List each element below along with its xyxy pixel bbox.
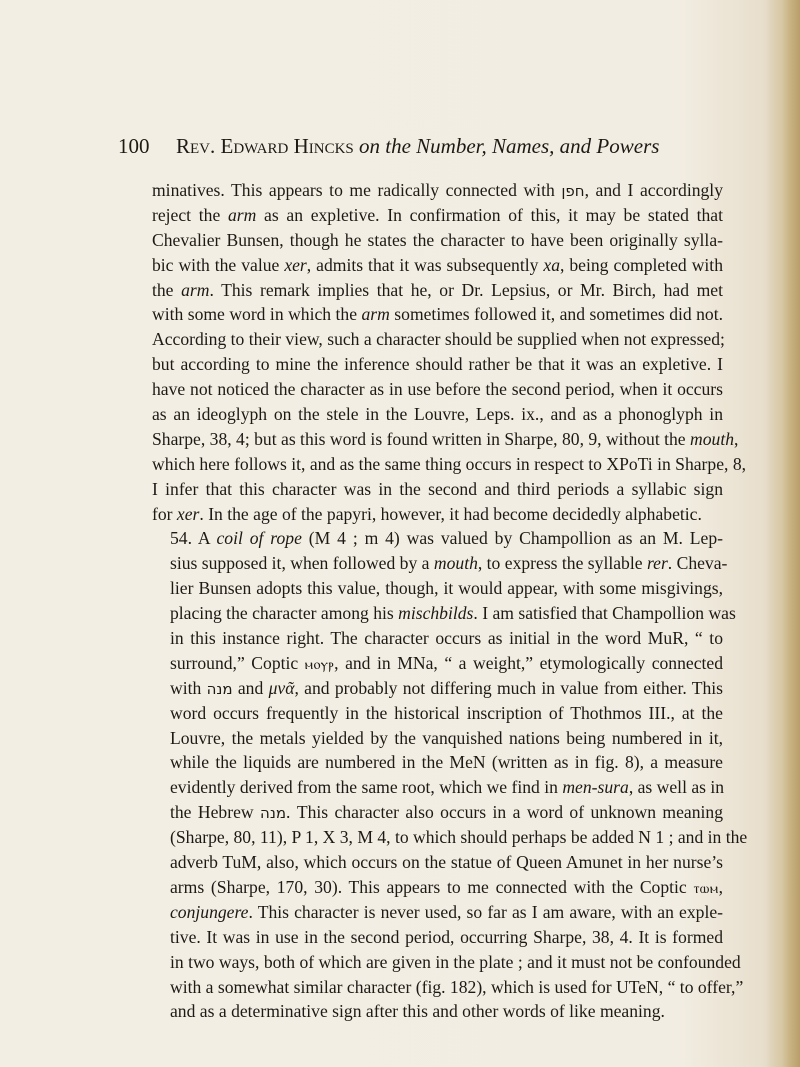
text-run: the [152,279,182,300]
text-run: while the liquids are numbered in the MeN (written as in fig. 8), a measure [170,752,723,773]
page-number: 100 [118,134,150,158]
text-run: with a somewhat similar character (fig. 182), which is used for UTeN, “ to offer,” [170,976,744,997]
italic-term: coil of rope [216,528,302,549]
text-line [152,178,723,203]
paragraph [152,178,747,526]
text-line [152,999,723,1024]
italic-term: xer [176,503,200,524]
italic-term: rer [646,553,668,574]
text-run: , as well as in [628,777,725,798]
text-line [152,327,723,352]
italic-term: mouth [433,553,478,574]
text-line [152,526,723,551]
page-edge-shadow [766,0,800,1067]
text-run: as an expletive. In confirmation of this, it may be stated that [256,204,723,225]
text-run: (M 4 ; m 4) was valued by Champollion as an M. Lep- [301,528,723,549]
text-run: the Hebrew [170,802,261,823]
hebrew-word: מנה [260,804,287,823]
text-run: but according to mine the inference should rather be that it was an expletive. I [152,354,723,375]
text-run: (Sharpe, 80, 11), P 1, X 3, M 4, to which should perhaps be added N 1 ; and in the [170,827,748,848]
text-run: I infer that this character was in the second and third periods a syllabic sign [152,478,723,499]
text-line [152,701,723,726]
running-title: Number, Names, and Powers [416,134,660,158]
text-run: , admits that it was subsequently [306,254,544,275]
text-line [152,377,723,402]
text-run: arms (Sharpe, 170, 30). This appears to me connected with the Coptic [170,876,694,897]
text-line [152,950,741,975]
text-line [152,626,723,651]
coptic-word: ⲧⲱⲙ [693,880,719,897]
text-run: , and probably not differing much in value from either. This [294,677,723,698]
text-run: in this instance right. The character occurs as initial in the word MuR, “ to [170,628,723,649]
italic-term: arm [227,204,257,225]
text-run: , to express the syllable [477,553,647,574]
text-line [152,477,723,502]
text-line [152,452,747,477]
text-run: with [170,677,207,698]
text-run: . I am satisfied that Champollion was [473,603,736,624]
text-line [152,825,748,850]
text-run: lier Bunsen adopts this value, though, it would appear, with some misgivings, [170,578,723,599]
text-run: , and in MNa, “ a weight,” etymologically connected [334,652,724,673]
text-run: Louvre, the metals yielded by the vanquished nations being numbered in it, [170,727,723,748]
text-run: as an ideoglyph on the stele in the Louvre, Leps. ix., and as a phonoglyph in [152,404,723,425]
text-line [152,427,739,452]
text-line [152,800,723,825]
text-run: sius supposed it, when followed by a [170,553,434,574]
text-run: 54. A [170,528,217,549]
body-text [152,178,748,1024]
text-run: . In the age of the papyri, however, it had become decidedly alphabetic. [199,503,702,524]
running-head [118,133,718,159]
text-line [152,850,723,875]
text-run: adverb TuM, also, which occurs on the statue of Queen Amunet in her nurse’s [170,852,723,873]
italic-term: arm [181,279,210,300]
text-line [152,900,723,925]
italic-term: xer [284,254,307,275]
text-run: reject the [152,204,228,225]
text-line [152,676,723,701]
italic-term: xa [543,254,560,275]
italic-term: conjungere [170,901,249,922]
text-line [152,601,736,626]
italic-term: mischbilds [398,603,474,624]
author-name: Rev. Edward Hincks [176,134,354,158]
text-run: minatives. This appears to me radically connected with [152,180,562,200]
text-run: , and I accordingly [584,180,723,200]
text-run: and [232,677,269,698]
text-run: placing the character among his [170,603,399,624]
text-run: word occurs frequently in the historical inscription of Thothmos III., at the [170,702,723,723]
text-line [152,775,723,800]
text-run: sometimes followed it, and sometimes did not. [389,304,724,325]
greek-word: μνᾶ [268,677,295,698]
text-run: . This character is never used, so far as I am aware, with an exple- [248,901,723,922]
text-run: Chevalier Bunsen, though he states the character to have been originally sylla- [152,229,723,250]
hebrew-word: חפן [561,182,585,200]
text-line [152,750,723,775]
text-run: and as a determinative sign after this and other words of like meaning. [170,1001,665,1022]
text-line [152,576,723,601]
text-line [152,253,723,278]
text-run: Sharpe, 38, 4; but as this word is found written in Sharpe, 80, 9, without the [152,428,691,449]
text-run: . This character also occurs in a word of unknown meaning [286,802,723,823]
text-line [152,551,728,576]
text-run: which here follows it, and as the same thing occurs in respect to XPoTi in Sharpe, 8, [152,453,747,474]
text-line [152,975,744,1000]
text-line [152,352,723,377]
text-run: bic with the value [152,254,285,275]
text-line [152,502,723,527]
text-line [152,651,723,676]
text-run: According to their view, such a character should be supplied when not expressed; [152,329,725,350]
text-run: , [718,876,723,897]
italic-term: mouth [690,428,735,449]
text-run: . This remark implies that he, or Dr. Lepsius, or Mr. Birch, had met [209,279,723,300]
text-line [152,875,723,900]
text-line [152,402,723,427]
text-line [152,278,723,303]
text-run: evidently derived from the same root, which we find in [170,777,563,798]
text-line [152,925,723,950]
italic-term: arm [361,304,390,325]
text-run: in two ways, both of which are given in the plate ; and it must not be confounded [170,951,741,972]
text-run: surround,” Coptic [170,652,305,673]
text-run: . Cheva- [667,553,728,574]
italic-term: men-sura [562,777,629,798]
paragraph [152,526,748,1024]
text-line [152,726,723,751]
title-connector: on the [353,134,417,158]
text-line [152,203,723,228]
hebrew-word: מנה [206,679,233,698]
text-run: with some word in which the [152,304,362,325]
text-run: for [152,503,177,524]
text-run: tive. It was in use in the second period, occurring Sharpe, 38, 4. It is formed [170,926,723,947]
text-line [152,228,723,253]
coptic-word: ⲙⲟⲩⲣ [304,656,335,673]
text-run: have not noticed the character as in use before the second period, when it occurs [152,379,723,400]
text-line [152,302,723,327]
text-run: , [734,428,739,449]
text-run: , being completed with [560,254,723,275]
